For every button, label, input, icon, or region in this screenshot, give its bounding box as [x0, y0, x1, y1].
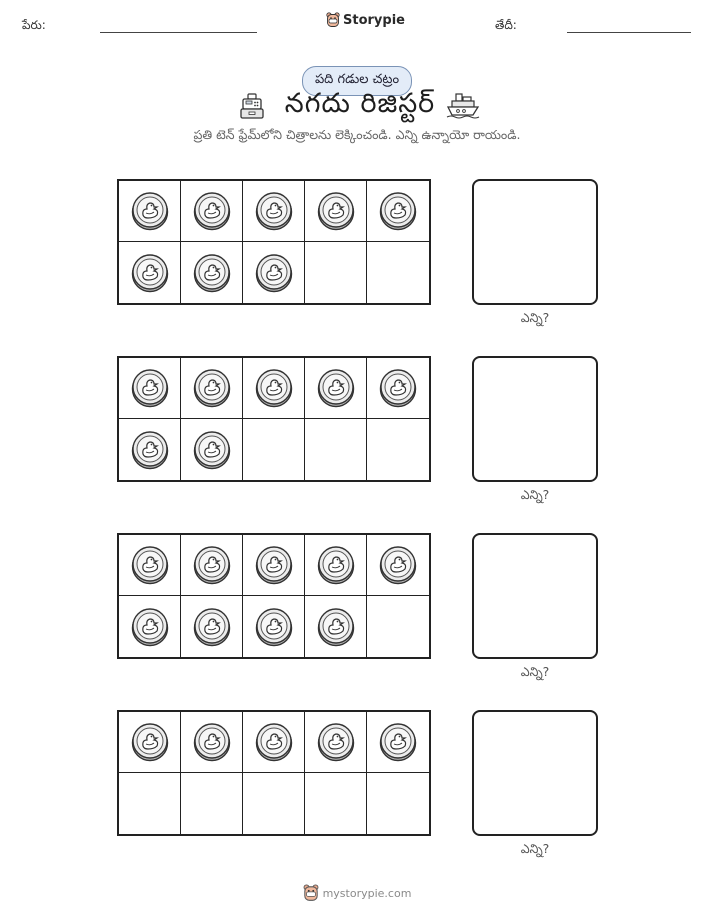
duck-coin-icon — [378, 545, 418, 585]
duck-coin-icon — [316, 545, 356, 585]
ten-frame-cell — [119, 773, 181, 834]
ten-frame-cell — [181, 181, 243, 242]
cash-register-icon — [238, 92, 266, 120]
answer-box[interactable] — [472, 533, 598, 659]
ten-frame-cell — [181, 535, 243, 596]
duck-coin-icon — [192, 607, 232, 647]
ten-frame-cell — [243, 596, 305, 657]
duck-coin-icon — [316, 191, 356, 231]
brand-name: Storypie — [343, 12, 405, 28]
duck-coin-icon — [316, 368, 356, 408]
duck-coin-icon — [130, 722, 170, 762]
ten-frame-cell — [119, 712, 181, 773]
ten-frame-cell — [119, 419, 181, 480]
duck-coin-icon — [254, 545, 294, 585]
ten-frame — [117, 179, 431, 305]
duck-coin-icon — [192, 368, 232, 408]
name-line[interactable] — [100, 32, 257, 33]
ten-frame-cell — [367, 712, 429, 773]
ten-frame-cell — [181, 712, 243, 773]
ten-frame-cell — [305, 358, 367, 419]
ten-frame-cell — [181, 596, 243, 657]
page-title: నగదు రిజిస్టర్ — [284, 88, 436, 119]
answer-box[interactable] — [472, 179, 598, 305]
duck-coin-icon — [378, 722, 418, 762]
ten-frame-cell — [305, 535, 367, 596]
duck-coin-icon — [254, 368, 294, 408]
duck-coin-icon — [130, 253, 170, 293]
bear-mascot-icon — [326, 12, 340, 28]
ten-frame-cell — [367, 596, 429, 657]
ten-frame-cell — [367, 773, 429, 834]
ten-frame-cell — [367, 358, 429, 419]
duck-coin-icon — [316, 607, 356, 647]
ten-frame-cell — [181, 358, 243, 419]
footer-site[interactable]: mystorypie.com — [322, 886, 412, 900]
ten-frame — [117, 356, 431, 482]
ten-frame-cell — [243, 358, 305, 419]
ten-frame-cell — [243, 419, 305, 480]
ten-frame-cell — [119, 242, 181, 303]
ten-frame-cell — [305, 773, 367, 834]
duck-coin-icon — [378, 191, 418, 231]
duck-coin-icon — [192, 253, 232, 293]
answer-box[interactable] — [472, 710, 598, 836]
ten-frame-cell — [367, 535, 429, 596]
brand-logo — [326, 12, 405, 28]
ten-frame-cell — [305, 712, 367, 773]
ten-frame-cell — [119, 181, 181, 242]
instruction-text: ప్రతి టెన్ ఫ్రేమ్‌లోని చిత్రాలను లెక్కించండి. ఎన్ని ఉన్నాయో రాయండి. — [193, 127, 521, 142]
ten-frame-cell — [367, 419, 429, 480]
footer — [0, 884, 714, 902]
name-label: పేరు: — [22, 18, 46, 32]
ten-frame-cell — [305, 596, 367, 657]
duck-coin-icon — [192, 545, 232, 585]
ten-frame-cell — [119, 358, 181, 419]
bear-mascot-icon — [303, 884, 319, 902]
ten-frame-cell — [305, 242, 367, 303]
how-many-label: ఎన్ని? — [520, 310, 550, 325]
duck-coin-icon — [130, 545, 170, 585]
answer-box[interactable] — [472, 356, 598, 482]
how-many-label: ఎన్ని? — [520, 487, 550, 502]
ten-frame-cell — [181, 419, 243, 480]
duck-coin-icon — [130, 368, 170, 408]
date-line[interactable] — [567, 32, 691, 33]
duck-coin-icon — [378, 368, 418, 408]
duck-coin-icon — [130, 191, 170, 231]
ten-frame — [117, 533, 431, 659]
toy-boat-icon — [446, 90, 480, 120]
duck-coin-icon — [254, 722, 294, 762]
duck-coin-icon — [192, 722, 232, 762]
ten-frame-cell — [367, 242, 429, 303]
ten-frame-cell — [305, 419, 367, 480]
ten-frame — [117, 710, 431, 836]
duck-coin-icon — [192, 191, 232, 231]
ten-frame-cell — [243, 181, 305, 242]
duck-coin-icon — [192, 430, 232, 470]
duck-coin-icon — [254, 253, 294, 293]
duck-coin-icon — [254, 191, 294, 231]
ten-frame-cell — [243, 712, 305, 773]
ten-frame-cell — [181, 242, 243, 303]
ten-frame-cell — [367, 181, 429, 242]
ten-frame-cell — [181, 773, 243, 834]
ten-frame-cell — [119, 535, 181, 596]
how-many-label: ఎన్ని? — [520, 664, 550, 679]
duck-coin-icon — [130, 607, 170, 647]
ten-frame-cell — [305, 181, 367, 242]
ten-frame-cell — [119, 596, 181, 657]
ten-frame-cell — [243, 535, 305, 596]
date-label: తేదీ: — [495, 18, 517, 32]
duck-coin-icon — [254, 607, 294, 647]
ten-frame-cell — [243, 242, 305, 303]
ten-frame-cell — [243, 773, 305, 834]
duck-coin-icon — [130, 430, 170, 470]
topic-badge: పది గడుల చట్రం — [302, 66, 412, 96]
how-many-label: ఎన్ని? — [520, 841, 550, 856]
duck-coin-icon — [316, 722, 356, 762]
